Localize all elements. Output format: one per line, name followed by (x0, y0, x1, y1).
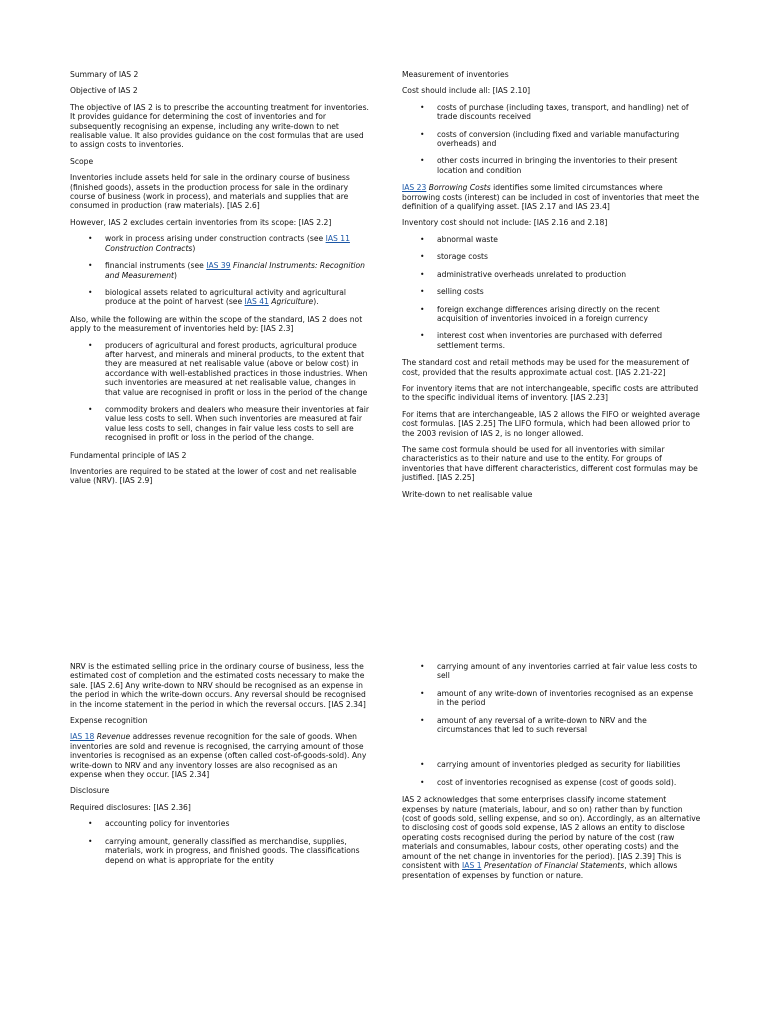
list-item: • producers of agricultural and forest products, agricultural produce after harvest, and minerals and mineral products, to the extent that they are measured at net realisable value (above or below cost) in accordance with well-established practices in those industries. When such inventories are measured at net realisable value, changes in that value are recognised in profit or loss in the period of the change (70, 341, 370, 397)
interchangeable-text: For items that are interchangeable, IAS 2 allows the FIFO or weighted average cost formulas. [IAS 2.25] The LIFO formula, which had been allowed prior to the 2003 revision of IAS 2, is no longer allowed. (402, 409, 700, 438)
right-top-column (402, 70, 702, 506)
list-item: • costs of conversion (including fixed and variable manufacturing overheads) and (402, 130, 702, 149)
cost-include-text: Cost should include all: [IAS 2.10] (402, 86, 531, 96)
excludes-text: However, IAS 2 excludes certain inventories from its scope: [IAS 2.2] (70, 217, 332, 227)
exclude-cost-list (402, 235, 702, 350)
list-item: • work in process arising under construction contracts (see IAS 11 Construction Contracts) (70, 234, 370, 253)
left-top-column (70, 70, 370, 493)
scope-text: Inventories include assets held for sale in the ordinary course of business (finished goods), assets in the production process for sale in the ordinary course of business (work in process), and materials and supplies that are consumed in production (raw materials). [IAS 2.6] (70, 173, 350, 211)
not-include-text: Inventory cost should not include: [IAS 2.16 and 2.18] (402, 218, 608, 228)
not-interchangeable-text: For inventory items that are not interchangeable, specific costs are attributed to the specific individual items of inventory. [IAS 2.23] (402, 383, 699, 403)
also-text: Also, while the following are within the scope of the standard, IAS 2 does not apply to the measurement of inventories held by: [IAS 2.3] (70, 314, 363, 334)
include-list (402, 103, 702, 175)
revenue-text: IAS 18 Revenue addresses revenue recognition for the sale of goods. When inventories are sold and revenue is recognised, the carrying amount of those inventories is recognised as an expense (often called cost-of-goods-sold). Any write-down to NRV and any inventory losses are also recognised as an expense when they occur. [IAS 2.34] (70, 732, 367, 780)
standard-cost-text: The standard cost and retail methods may be used for the measurement of cost, provided that the results approximate actual cost. [IAS 2.21-22] (402, 358, 690, 377)
spacer (402, 742, 702, 760)
list-item: • storage costs (402, 252, 702, 261)
list-item: • selling costs (402, 287, 702, 296)
list-item: • carrying amount of inventories pledged as security for liabilities (402, 760, 702, 769)
objective-text: The objective of IAS 2 is to prescribe the accounting treatment for inventories. It provides guidance for determining the cost of inventories and for subsequently recognising an expense, including any write-down to net realisable value. It also provides guidance on the cost formulas that are used to assign costs to inventories. (70, 102, 369, 150)
list-item: • biological assets related to agricultural activity and agricultural produce at the point of harvest (see IAS 41 Agriculture). (70, 288, 370, 307)
same-formula-text: The same cost formula should be used for all inventories with similar characteristics as to their nature and use to the entity. For groups of inventories that have different characteristics, different cost formulas may be justified. [IAS 2.25] (402, 444, 698, 483)
scope-heading: Scope (70, 156, 94, 166)
ias-23-link[interactable]: IAS 23 (402, 183, 427, 193)
disclosure-list (70, 819, 370, 865)
fundamental-text: Inventories are required to be stated at the lower of cost and net realisable value (NRV). [IAS 2.9] (70, 467, 357, 486)
list-item: • amount of any reversal of a write-down to NRV and the circumstances that led to such reversal (402, 716, 702, 735)
ias-1-link[interactable]: IAS 1 (462, 861, 482, 871)
list-item: • carrying amount of any inventories carried at fair value less costs to sell (402, 662, 702, 681)
nrv-text: NRV is the estimated selling price in the ordinary course of business, less the estimated cost of completion and the estimated costs necessary to make the sale. [IAS 2.6] Any write-down to NRV should be recognised as an expense in the period in which the write-down occurs. Any reversal should be recognised in the income statement in the period in which the reversal occurs. [IAS 2.34] (70, 662, 366, 709)
list-item: • other costs incurred in bringing the inventories to their present location and condition (402, 156, 702, 175)
objective-heading: Objective of IAS 2 (70, 86, 138, 96)
excluded-list (70, 234, 370, 306)
list-item: • cost of inventories recognised as expense (cost of goods sold). (402, 778, 702, 787)
ias-41-link[interactable]: IAS 41 (244, 297, 269, 307)
borrowing-costs-text: IAS 23 Borrowing Costs identifies some limited circumstances where borrowing costs (interest) can be included in cost of inventories that meet the definition of a qualifying asset. [IAS 2.17 and IAS 23.4] (402, 183, 700, 212)
left-bottom-column (70, 662, 370, 873)
ias-11-link[interactable]: IAS 11 (325, 234, 350, 244)
ias-39-link[interactable]: IAS 39 (206, 261, 231, 271)
writedown-heading: Write-down to net realisable value (402, 489, 533, 499)
fundamental-heading: Fundamental principle of IAS 2 (70, 450, 187, 460)
acknowledge-text: IAS 2 acknowledges that some enterprises classify income statement expenses by nature (materials, labour, and so on) rather than by function (cost of goods sold, selling expense, and so on). Accordingly, as an alternative to disclosing cost of goods sold expense, IAS 2 allows an entity to disclose operating costs recognised during the period by nature of the cost (raw materials and consumables, labour costs, other operating costs) and the amount of the net change in inventories for the period). [IAS 2.39] This is consistent with IAS 1 Presentation of Financial Statements, which allows presentation of expenses by function or nature. (402, 795, 701, 880)
list-item: • interest cost when inventories are purchased with deferred settlement terms. (402, 331, 702, 350)
list-item: • carrying amount, generally classified as merchandise, supplies, materials, work in progress, and finished goods. The classifications depend on what is appropriate for the entity (70, 837, 370, 865)
required-text: Required disclosures: [IAS 2.36] (70, 802, 191, 812)
right-bottom-column (402, 662, 702, 887)
disclosure-list-continued (402, 662, 702, 734)
list-item: • administrative overheads unrelated to production (402, 270, 702, 279)
disclosure-heading: Disclosure (70, 786, 110, 796)
measurement-heading: Measurement of inventories (402, 70, 509, 79)
list-item: • commodity brokers and dealers who measure their inventories at fair value less costs to sell. When such inventories are measured at fair value less costs to sell, changes in fair value less costs to sell are recognised in profit or loss in the period of the change. (70, 405, 370, 443)
list-item: • accounting policy for inventories (70, 819, 370, 828)
summary-title: Summary of IAS 2 (70, 70, 139, 79)
expense-heading: Expense recognition (70, 716, 148, 726)
list-item: • costs of purchase (including taxes, transport, and handling) net of trade discounts received (402, 103, 702, 122)
ias-18-link[interactable]: IAS 18 (70, 732, 95, 742)
list-item: • abnormal waste (402, 235, 702, 244)
list-item: • amount of any write-down of inventories recognised as an expense in the period (402, 689, 702, 708)
list-item: • financial instruments (see IAS 39 Financial Instruments: Recognition and Measurement) (70, 261, 370, 280)
disclosure-list-more (402, 760, 702, 787)
list-item: • foreign exchange differences arising directly on the recent acquisition of inventories invoiced in a foreign currency (402, 305, 702, 324)
scope-list (70, 341, 370, 443)
